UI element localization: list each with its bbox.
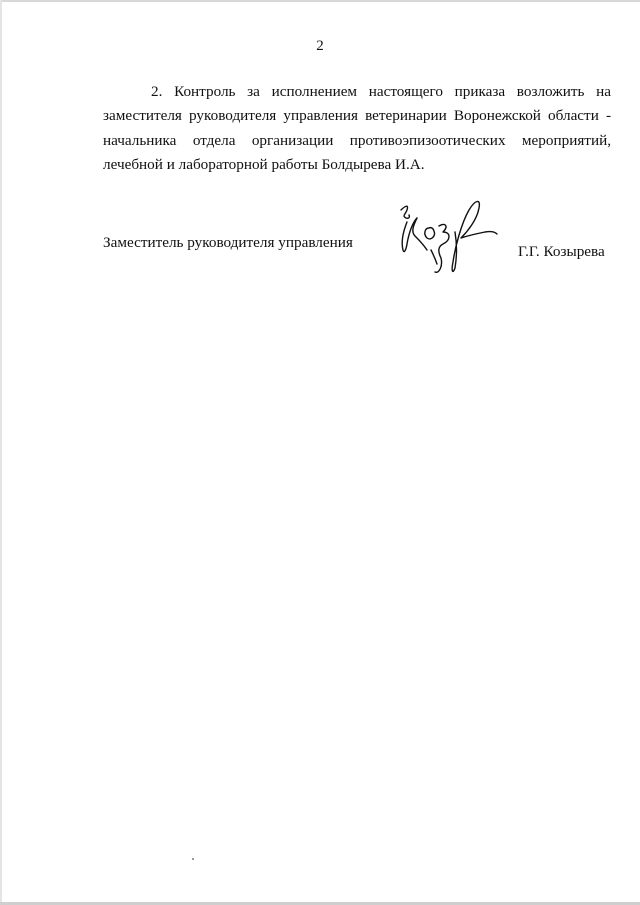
- signatory-name: Г.Г. Козырева: [518, 243, 605, 260]
- page-number: 2: [316, 38, 324, 54]
- handwritten-signature: [393, 188, 503, 278]
- paragraph-line: лечебной и лабораторной работы Болдырева И.А.: [103, 155, 425, 173]
- paragraph-line: заместителя руководителя управления ветеринарии Воронежской области -: [103, 107, 611, 125]
- order-paragraph: [103, 80, 611, 177]
- paragraph-line: начальника отдела организации противоэпизоотических мероприятий,: [103, 131, 611, 149]
- scan-edge-left: [0, 0, 2, 905]
- scan-speck: [192, 858, 194, 860]
- scan-edge-top: [0, 0, 640, 2]
- signatory-position-title: Заместитель руководителя управления: [103, 234, 353, 251]
- paragraph-line: 2. Контроль за исполнением настоящего приказа возложить на: [151, 83, 611, 100]
